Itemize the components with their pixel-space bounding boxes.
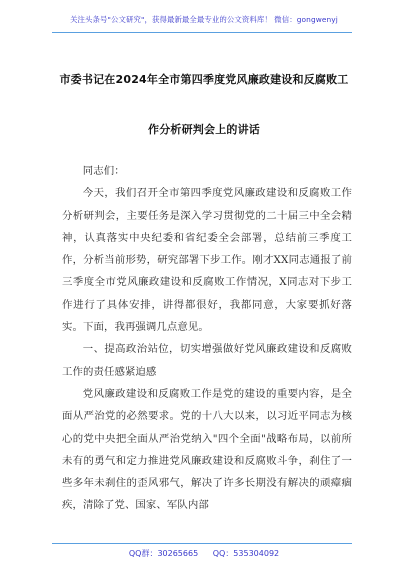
body-paragraph: 今天，我们召开全市第四季度党风廉政建设和反腐败工作分析研判会，主要任务是深入学习贯彻党的二十届三中全会精神，认真落实中央纪委和省纪委全会部署，总结前三季度工作，分析当前形势，研究部署下步工作。刚才XX同志通报了前三季度全市党风廉政建设和反腐败工作情况，X同志对下步工作进行了具体安排，讲得都很好，我都同意，大家要抓好落实。下面，我再强调几点意见。 (62, 187, 352, 334)
footer-divider (52, 543, 352, 544)
body-paragraph: 党风廉政建设和反腐败工作是党的建设的重要内容，是全面从严治党的必然要求。党的十八大以来，以习近平同志为核心的党中央把全面从严治党纳入"四个全面"战略布局，以前所未有的勇气和定力推进党风廉政建设和反腐败斗争，刹住了一些多年未刹住的歪风邪气，解决了许多长期没有解决的顽瘴痼疾，清除了党、国家、军队内部 (62, 387, 352, 512)
document-title-line-2: 作分析研判会上的讲话 (148, 123, 260, 136)
document-title-line-1: 市委书记在2024年全市第四季度党风廉政建设和反腐败工 (59, 73, 349, 86)
header-divider (52, 32, 352, 33)
footer-contact (0, 548, 408, 559)
section-heading: 一、提高政治站位，切实增强做好党风廉政建设和反腐败工作的责任感紧迫感 (62, 343, 352, 378)
footer-qq: QQ：535304092 (212, 549, 280, 558)
header-banner: 关注头条号"公文研究"，获得最新最全最专业的公文资料库！ 微信：gongwenyj (70, 15, 338, 24)
footer-qq-group: QQ群：30265665 (128, 549, 199, 558)
salutation: 同志们： (82, 165, 125, 177)
document-body (62, 160, 352, 517)
